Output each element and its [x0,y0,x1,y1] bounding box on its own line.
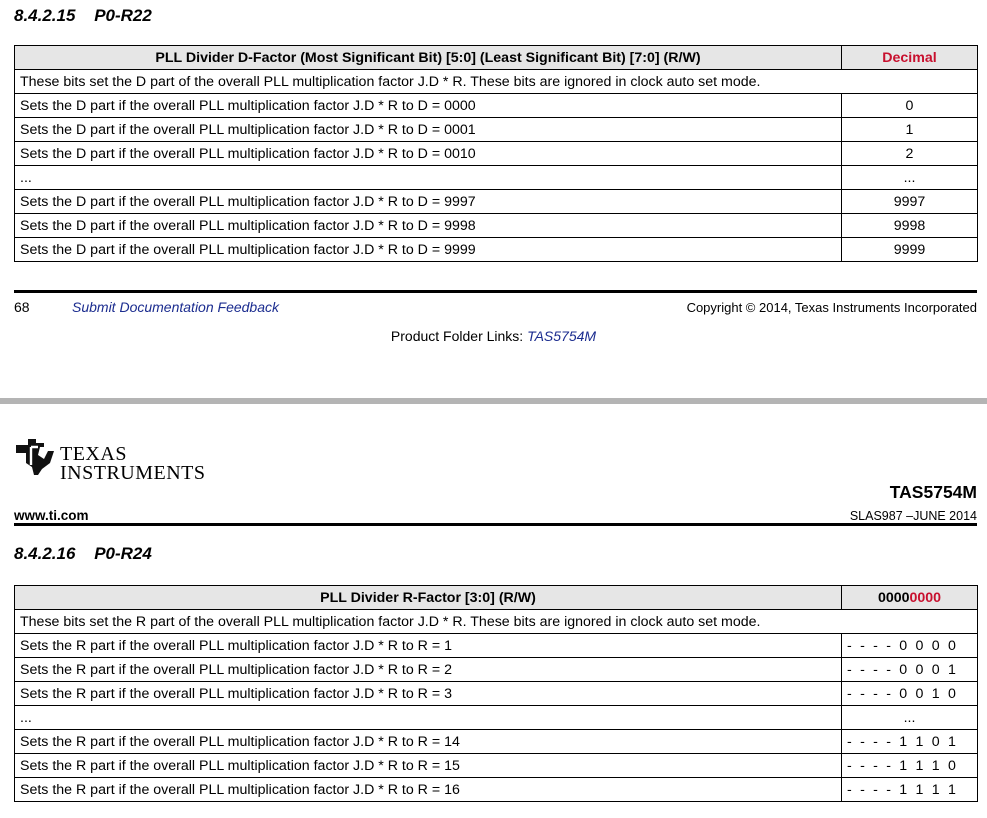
row-label: Sets the R part if the overall PLL multiplication factor J.D * R to R = 14 [15,730,842,754]
table-row [15,118,978,142]
table-row [15,214,978,238]
copyright: Copyright © 2014, Texas Instruments Incorporated [686,300,977,315]
footer-rule [14,290,977,293]
row-value: 2 [842,142,978,166]
table-row [15,706,978,730]
default-value-low: 0000 [909,589,942,606]
row-label: Sets the R part if the overall PLL multiplication factor J.D * R to R = 15 [15,754,842,778]
default-value-high: 0000 [877,589,910,606]
table-row [15,238,978,262]
row-value: ... [842,166,978,190]
logo-text-texas: TEXAS [60,443,127,465]
register-table-p0-r22 [14,45,978,262]
table-row [15,730,978,754]
row-label: ... [15,706,842,730]
ti-logo-icon [14,437,58,477]
row-value: 9997 [842,190,978,214]
website-link[interactable]: www.ti.com [14,508,89,523]
row-value: - - - - 1 1 1 1 [842,778,978,802]
table-row [15,166,978,190]
section-heading-p0-r24 [14,544,152,564]
section-heading-p0-r22 [14,6,152,26]
register-table-p0-r24 [14,585,978,802]
row-value: - - - - 0 0 1 0 [842,682,978,706]
row-value: ... [842,706,978,730]
row-label: Sets the D part if the overall PLL multiplication factor J.D * R to D = 0010 [15,142,842,166]
table-row [15,142,978,166]
row-value: 1 [842,118,978,142]
table-row [15,190,978,214]
section-name: P0-R24 [94,544,152,563]
literature-number: SLAS987 –JUNE 2014 [849,509,977,523]
row-label: Sets the R part if the overall PLL multiplication factor J.D * R to R = 16 [15,778,842,802]
product-folder-link[interactable]: TAS5754M [527,328,597,344]
table-description: These bits set the D part of the overall PLL multiplication factor J.D * R. These bits are ignored in clock auto set mode. [15,70,978,94]
row-label: Sets the R part if the overall PLL multiplication factor J.D * R to R = 2 [15,658,842,682]
table-row [15,682,978,706]
product-folder-label: Product Folder Links: [390,328,528,344]
logo-text-instruments: INSTRUMENTS [60,462,206,484]
row-value: 9999 [842,238,978,262]
table-description-row [15,610,978,634]
row-label: Sets the D part if the overall PLL multiplication factor J.D * R to D = 9999 [15,238,842,262]
table-header-row [15,586,978,610]
row-value: 9998 [842,214,978,238]
row-value: - - - - 1 1 0 1 [842,730,978,754]
section-number: 8.4.2.15 [14,6,76,25]
row-value: - - - - 0 0 0 0 [842,634,978,658]
feedback-link[interactable]: Submit Documentation Feedback [72,299,279,315]
row-label: Sets the D part if the overall PLL multiplication factor J.D * R to D = 9998 [15,214,842,238]
table-header-label: PLL Divider R-Factor [3:0] (R/W) [15,586,842,610]
table-row [15,778,978,802]
table-description-row [15,70,978,94]
ti-logo [14,437,58,482]
section-number: 8.4.2.16 [14,544,76,563]
table-row [15,658,978,682]
table-header-value: Decimal [842,46,978,70]
page-separator [0,398,987,404]
table-header-label: PLL Divider D-Factor (Most Significant Bit) [5:0] (Least Significant Bit) [7:0] (R/W) [15,46,842,70]
row-label: Sets the R part if the overall PLL multiplication factor J.D * R to R = 3 [15,682,842,706]
page-number: 68 [14,299,30,315]
table-row [15,94,978,118]
product-folder-links [0,328,987,344]
table-row [15,634,978,658]
table-header-value [842,586,978,610]
row-label: Sets the D part if the overall PLL multiplication factor J.D * R to D = 9997 [15,190,842,214]
row-label: ... [15,166,842,190]
section-name: P0-R22 [94,6,152,25]
row-label: Sets the R part if the overall PLL multiplication factor J.D * R to R = 1 [15,634,842,658]
row-label: Sets the D part if the overall PLL multiplication factor J.D * R to D = 0001 [15,118,842,142]
table-header-row [15,46,978,70]
table-description: These bits set the R part of the overall PLL multiplication factor J.D * R. These bits are ignored in clock auto set mode. [15,610,978,634]
row-label: Sets the D part if the overall PLL multiplication factor J.D * R to D = 0000 [15,94,842,118]
row-value: - - - - 0 0 0 1 [842,658,978,682]
document-id: TAS5754M [889,482,977,502]
row-value: 0 [842,94,978,118]
row-value: - - - - 1 1 1 0 [842,754,978,778]
header-rule [14,523,977,526]
table-row [15,754,978,778]
